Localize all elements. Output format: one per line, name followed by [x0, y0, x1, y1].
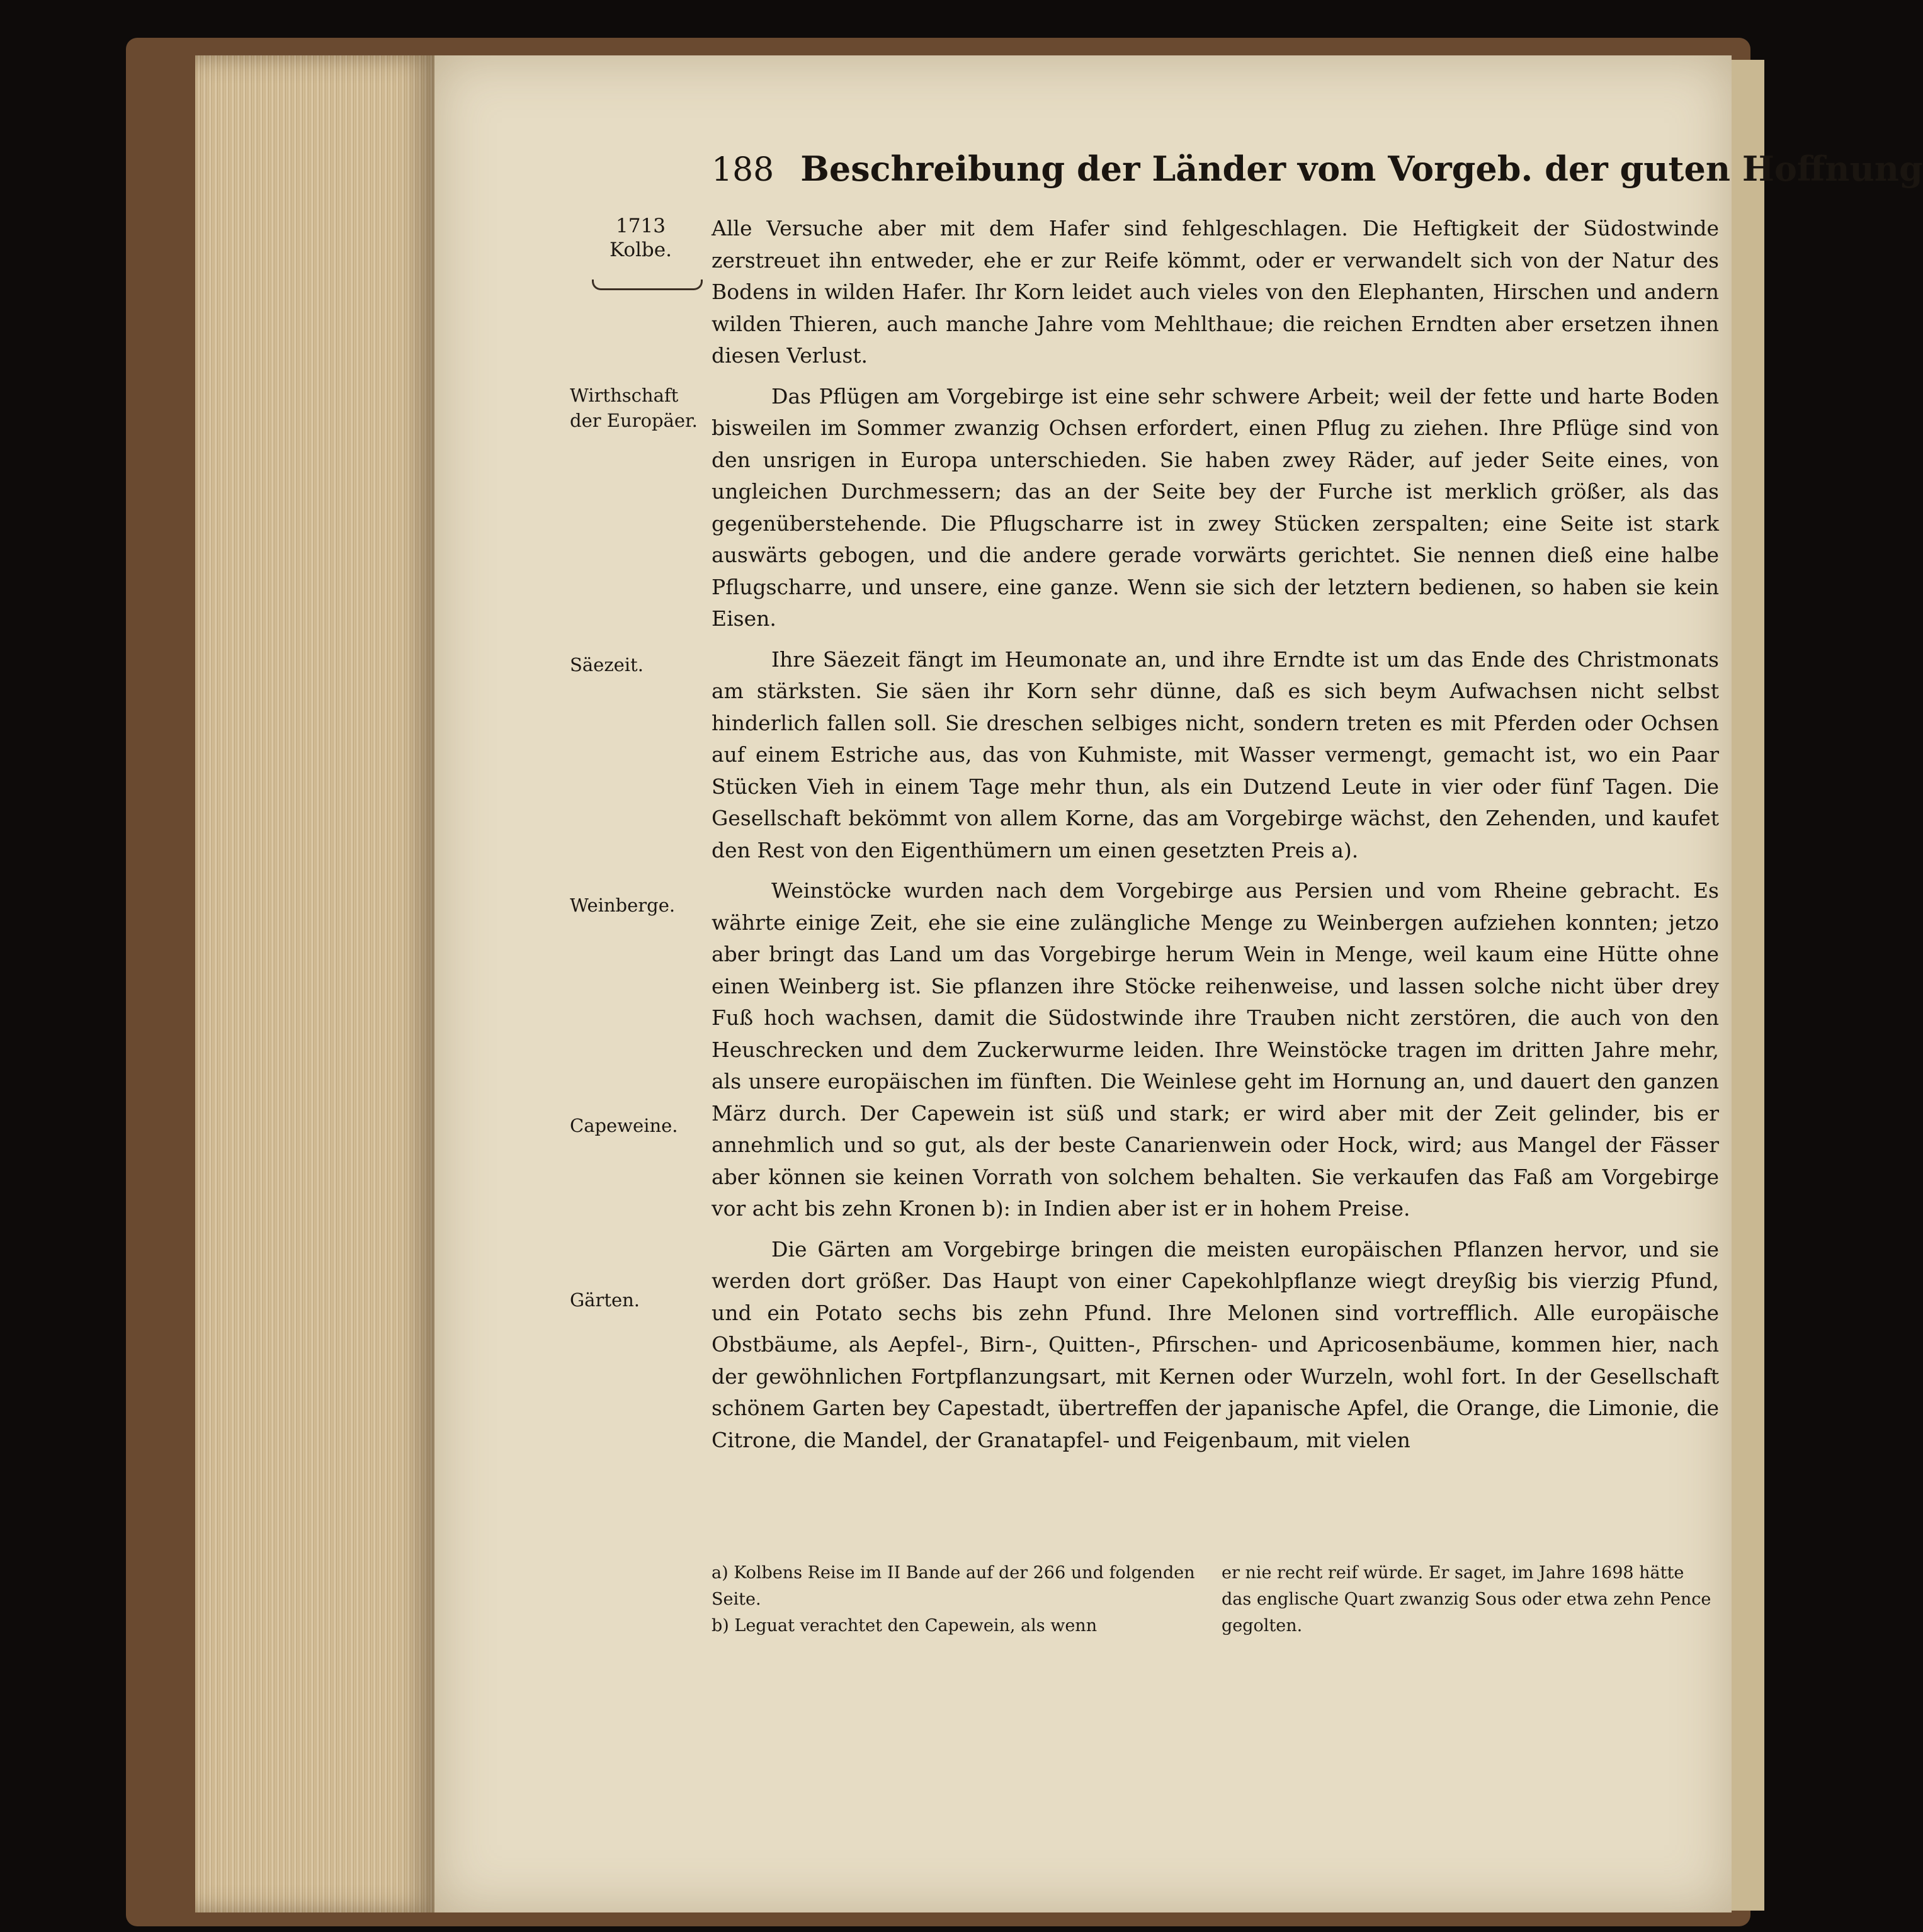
- footnotes: [712, 1560, 1719, 1639]
- margin-weinberge: Weinberge.: [570, 895, 676, 916]
- footnote-b-start: b) Leguat verachtet den Capewein, als wenn: [712, 1616, 1098, 1635]
- margin-author: Kolbe.: [610, 239, 672, 261]
- page-header: [712, 149, 1923, 199]
- body-text: [712, 213, 1719, 1456]
- page-number: 188: [712, 151, 774, 189]
- margin-saezeit: Säezeit.: [570, 654, 644, 675]
- facing-page-edge: [1732, 60, 1764, 1911]
- margin-capeweine: Capeweine.: [570, 1115, 678, 1136]
- paragraph-saezeit: Ihre Säezeit fängt im Heumonate an, und ihre Erndte ist um das Ende des Christmonats am stärksten. Sie säen ihr Korn sehr dünne, daß es sich beym Aufwachsen nicht selbst hinderlich fallen soll. Sie dreschen selbiges nicht, sondern treten es mit Pferden oder Ochsen auf einem Estriche aus, das von Kuhmiste, mit Wasser vermengt, gemacht ist, wo ein Paar Stücken Vieh in einem Tage mehr thun, als ein Dutzend Leute in vier oder fünf Tagen. Die Gesellschaft bekömmt von allem Korne, das am Vorgebirge wächst, den Zehenden, und kaufet den Rest von den Eigenthümern um einen gesetzten Preis a).: [712, 647, 1719, 862]
- paragraph-hafer: Alle Versuche aber mit dem Hafer sind fehlgeschlagen. Die Heftigkeit der Südostwinde zerstreuet ihn entweder, ehe er zur Reife kömmt, oder er verwandelt sich von der Natur des Bodens in wilden Hafer. Ihr Korn leidet auch vieles von den Elephanten, Hirschen und andern wilden Thieren, auch manche Jahre vom Mehlthaue; die reichen Erndten aber ersetzen ihnen diesen Verlust.: [712, 216, 1719, 368]
- footnote-column-right: [1222, 1560, 1719, 1639]
- margin-year: 1713: [616, 215, 666, 237]
- footnote-b-end: er nie recht reif würde. Er saget, im Jahre 1698 hätte das englische Quart zwanzig Sous oder etwa zehn Pence gegolten.: [1222, 1563, 1711, 1635]
- footnote-a: a) Kolbens Reise im II Bande auf der 266 und folgenden Seite.: [712, 1563, 1195, 1609]
- page-edges: [195, 55, 434, 1912]
- margin-year-author: [570, 214, 712, 262]
- paragraph-weinberge: Weinstöcke wurden nach dem Vorgebirge aus Persien und vom Rheine gebracht. Es währte einige Zeit, ehe sie eine zulängliche Menge zu Weinbergen aufziehen konnten; jetzo aber bringt das Land um das Vorgebirge herum Wein in Menge, weil kaum eine Hütte ohne einen Weinberg ist. Sie pflanzen ihre Stöcke reihenweise, und lassen solche nicht über drey Fuß hoch wachsen, damit die Südostwinde ihre Trauben nicht zerstören, die auch von den Heuschrecken und dem Zuckerwurme leiden. Ihre Weinstöcke tragen im dritten Jahre mehr, als unsere europäischen im fünften. Die Weinlese geht im Hornung an, und dauert den ganzen März durch. Der Capewein ist süß und stark; er wird aber mit der Zeit gelinder, bis er annehmlich und so gut, als der beste Canarienwein oder Hock, wird; aus Mangel der Fässer aber können sie keinen Vorrath von solchem behalten. Sie verkaufen das Faß am Vorgebirge vor acht bis zehn Kronen b): in Indien aber ist er in hohem Preise.: [712, 878, 1719, 1221]
- margin-wirthschaft: Wirthschaft der Europäer.: [570, 385, 698, 431]
- paragraph-gaerten: Die Gärten am Vorgebirge bringen die meisten europäischen Pflanzen hervor, und sie werden dort größer. Das Haupt von einer Capekohlpflanze wiegt dreyßig bis vierzig Pfund, und ein Potato sechs bis zehn Pfund. Ihre Melonen sind vortrefflich. Alle europäische Obstbäume, als Aepfel-, Birn-, Quitten-, Pfirschen- und Apricosenbäume, kommen hier, nach der gewöhnlichen Fortpflanzungsart, mit Kernen oder Wurzeln, wohl fort. In der Gesellschaft schönem Garten bey Capestadt, übertreffen der japanische Apfel, die Orange, die Limonie, die Citrone, die Mandel, der Granatapfel- und Feigenbaum, mit vielen: [712, 1236, 1719, 1452]
- footnote-column-left: [712, 1560, 1209, 1639]
- paragraph-pfluegen: Das Pflügen am Vorgebirge ist eine sehr schwere Arbeit; weil der fette und harte Boden bisweilen im Sommer zwanzig Ochsen erfordert, einen Pflug zu ziehen. Ihre Pflüge sind von den unsrigen in Europa unterschieden. Sie haben zwey Räder, auf jeder Seite eines, von ungleichen Durchmessern; das an der Seite bey der Furche ist merklich größer, als das gegenüberstehende. Die Pflugscharre ist in zwey Stücken zerspalten; eine Seite ist stark auswärts gebogen, und die andere gerade vorwärts gerichtet. Sie nennen dieß eine halbe Pflugscharre, und unsere, eine ganze. Wenn sie sich der letztern bedienen, so haben sie kein Eisen.: [712, 383, 1719, 631]
- margin-gaerten: Gärten.: [570, 1289, 640, 1311]
- margin-bracket: [592, 280, 703, 290]
- running-title: Beschreibung der Länder vom Vorgeb. der guten Hoffnung: [800, 149, 1923, 189]
